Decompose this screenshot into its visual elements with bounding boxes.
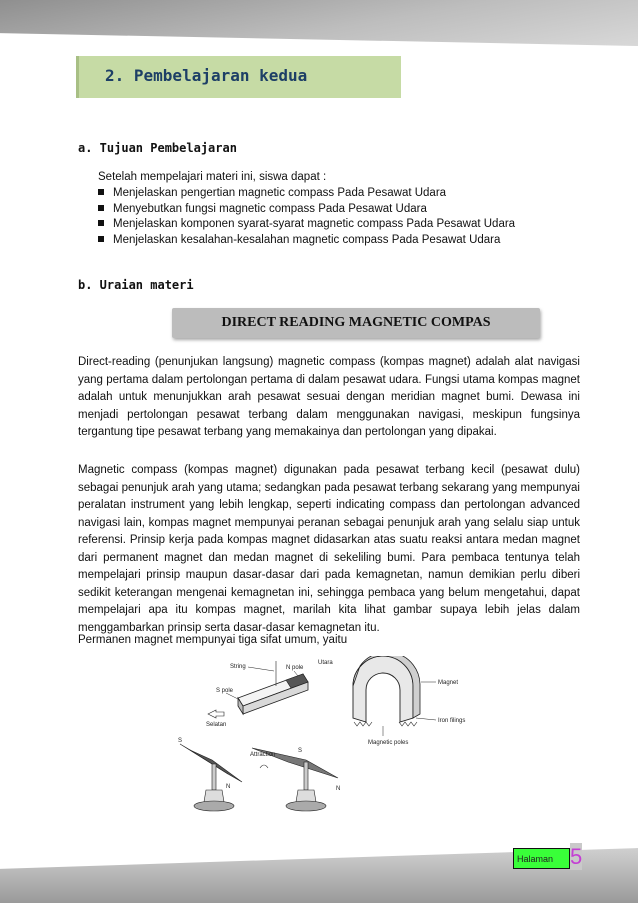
paragraph-intro: Direct-reading (penunjukan langsung) magnetic compass (kompas magnet) adalah alat navigasi yang pertama dalam pertolongan pertama di dalam pesawat udara. Fungsi utama kompas magnet adalah untuk menunjukkan arah pesawat sesuai dengan meridian magnet bumi. Dewasa ini menjadi pertolongan pesawat terbang dalam menggunakan navigasi, meskipun fungsinya tergantung tipe pesawat terbang yang memakainya dan pertolongan yang dipakai. [78,356,580,438]
label-attraction: Attraction [250,752,276,758]
label-magnet: Magnet [438,680,459,686]
label-utara: Utara [318,660,333,666]
label-n-pole: N pole [286,665,304,671]
label-iron-filings: Iron filings [438,718,466,724]
magnet-properties-figure [168,656,480,828]
section-title: 2. Pembelajaran kedua [105,66,308,85]
label-n-right: N [336,786,341,792]
objectives-intro: Setelah mempelajari materi ini, siswa dapat : [98,171,327,183]
bullet-square-icon [98,236,104,242]
label-string: String [230,664,246,670]
horseshoe-magnet-illustration [353,656,436,736]
label-selatan: Selatan [206,722,227,728]
heading-learning-objectives: a. Tujuan Pembelajaran [78,141,237,155]
label-magnetic-poles: Magnetic poles [368,740,409,746]
list-item: Menjelaskan pengertian magnetic compass Pada Pesawat Udara [98,186,515,202]
bullet-square-icon [98,220,104,226]
paragraph-magnet-properties: Permanen magnet mempunyai tiga sifat umum, yaitu [78,634,348,646]
page-label: Halaman [517,854,554,864]
label-n-left: N [226,784,231,790]
label-s-pole: S pole [216,688,234,694]
heading-material-description: b. Uraian materi [78,278,194,292]
bullet-square-icon [98,189,104,195]
section-title-box [76,56,401,98]
list-item: Menjelaskan kesalahan-kesalahan magnetic compass Pada Pesawat Udara [98,233,515,249]
list-item: Menjelaskan komponen syarat-syarat magnetic compass Pada Pesawat Udara [98,217,515,233]
objectives-list [98,186,515,248]
topic-banner-title: DIRECT READING MAGNETIC COMPAS [221,315,491,330]
label-s-left: S [178,738,183,744]
page-number: 5 [570,844,583,869]
list-item: Menyebutkan fungsi magnetic compass Pada Pesawat Udara [98,202,515,218]
topic-banner [172,308,540,338]
label-s-right: S [298,748,303,754]
paragraph-compass-principle: Magnetic compass (kompas magnet) digunakan pada pesawat terbang kecil (pesawat dulu) sebagai penunjuk arah yang utama; sedangkan pada pesawat terbang sekarang yang mempunyai peralatan instrument yang lebih lengkap, seperti indicating compass dan pertolongan advanced navigasi lain, kompas magnet mempunyai peranan sebagai penunjuk arah yang selalu siap untuk referensi. Prinsip kerja pada kompas magnet didasarkan atas suatu reaksi antara medan magnet dari permanent magnet dan medan magnet di sekeliling bumi. Para pembaca tentunya telah mempelajari prinsip maupun dasar-dasar dari pada kemagnetan, namun demikian perlu diberi sedikit keterangan mengenai kemagnetan ini, sehingga pembaca yang belum mengetahui, dapat mempelajari apa itu kompas magnet, marilah kita lihat gambar supaya lebih jelas dalam menggambarkan prinsip serta dasar-dasar kemagnetan itu. [78,464,580,634]
page-label-badge [513,848,570,869]
header-decoration [0,0,638,46]
bullet-square-icon [98,205,104,211]
